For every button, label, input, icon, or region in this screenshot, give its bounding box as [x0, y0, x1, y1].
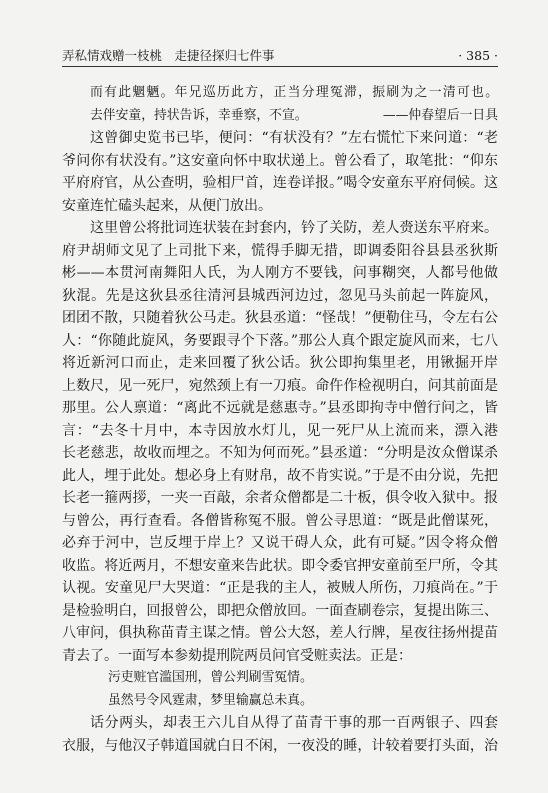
text-line: 八审问，俱执称苗青主谋之情。曾公大怒，差人行牌，星夜往扬州提苗	[62, 625, 498, 641]
text-line: 这曾御史览书已毕，便问：“有状没有？”左右慌忙下来问道：“老	[90, 130, 498, 146]
text-line: 团团不散，只随着狄公马走。狄县丞道：“怪哉！”便勒住马，令左右公	[62, 310, 498, 326]
page-number: · 385 ·	[458, 48, 498, 63]
text-line: 这里曾公将批词连状装在封套内，钤了关防，差人赍送东平府来。	[90, 220, 498, 236]
page-body	[62, 82, 498, 757]
text-line: 衣服，与他汉子韩道国就白日不闲，一夜没的睡，计较着要打头面，治	[62, 737, 498, 754]
text-line: 收监。将近两月，不想安童来告此状。即令委官押安童前至尸所，令其	[62, 557, 498, 574]
text-line: 长老慈悲，故收而埋之。不知为何而死。”县丞道：“分明是汝众僧谋杀	[62, 445, 498, 461]
text-line: 言：“去冬十月中，本寺因放水灯儿，见一死尸从上流而来，漂入港	[62, 422, 498, 439]
text-line: 府尹胡师文见了上司批下来，慌得手脚无措，即调委阳谷县县丞狄斯	[62, 242, 498, 259]
text-line: 与曾公，再行查看。各僧皆称冤不服。曾公寻思道：“既是此僧谋死，	[62, 512, 498, 529]
text-line: 长老一箍两拶，一夹一百敲，余者众僧都是二十板，俱令收入狱中。报	[62, 490, 498, 506]
text-line: 将近新河口而止，走来回覆了狄公话。狄公即拘集里老，用锹掘开岸	[62, 355, 498, 371]
header-rule	[62, 66, 498, 67]
letter-closing: 去伴安童，持状告诉，幸垂察，不宣。	[90, 107, 308, 123]
text-line: 平府府官，从公查明，验相尸首，连卷详报。”喝令安童东平府伺候。这	[62, 175, 498, 191]
running-header-title: 弄私情戏赠一枝桃 走捷径探归七件事	[62, 48, 275, 63]
text-line: 话分两头，却表王六儿自从得了苗青干事的那一百两银子、四套	[90, 715, 498, 731]
running-header	[62, 46, 498, 64]
text-line: 必弃于河中，岂反埋于岸上？又说干碍人众，此有可疑。”因令将众僧	[62, 535, 498, 551]
text-line: 人：“你随此旋风，务要跟寻个下落。”那公人真个跟定旋风而来，七八	[62, 332, 498, 349]
text-line: 安童连忙磕头起来，从便门放出。	[62, 197, 272, 214]
letter-line: 而有此魍魉。年兄巡历此方，正当分理冤滞，振刷为之一清可也。	[90, 85, 498, 100]
text-line: 那里。公人禀道：“离此不远就是慈惠寺。”县丞即拘寺中僧行问之，皆	[62, 400, 498, 416]
poem-line: 虽然号令风霆肃，梦里输赢总未真。	[108, 692, 313, 708]
text-line: 认视。安童见尸大哭道：“正是我的主人，被贼人所伤，刀痕尚在。”于	[62, 580, 498, 596]
text-line: 青去了。一面写本参劾提刑院两员问官受赃卖法。正是：	[62, 647, 412, 664]
text-line: 是检验明白，回报曾公，即把众僧放回。一面查刷卷宗，复提出陈三、	[62, 602, 498, 619]
text-line: 彬——本贯河南舞阳人氏，为人刚方不要钱，问事糊突，人都号他做	[62, 265, 498, 281]
letter-closing-line	[62, 105, 498, 128]
text-line: 上数尺，见一死尸，宛然颈上有一刀痕。命仵作检视明白，问其前面是	[62, 377, 498, 394]
text-line: 此人，埋于此处。想必身上有财帛，故不肯实说。”于是不由分说，先把	[62, 467, 498, 484]
poem-line: 污吏赃官滥国刑，曾公判刷雪冤情。	[108, 670, 313, 685]
letter-signature: ——仲春望后一日具	[382, 107, 498, 123]
text-line: 爷问你有状没有。”这安童向怀中取状递上。曾公看了，取笔批：“仰东	[62, 152, 498, 169]
text-line: 狄混。先是这狄县丞往清河县城西河边过，忽见马头前起一阵旋风，	[62, 287, 498, 304]
